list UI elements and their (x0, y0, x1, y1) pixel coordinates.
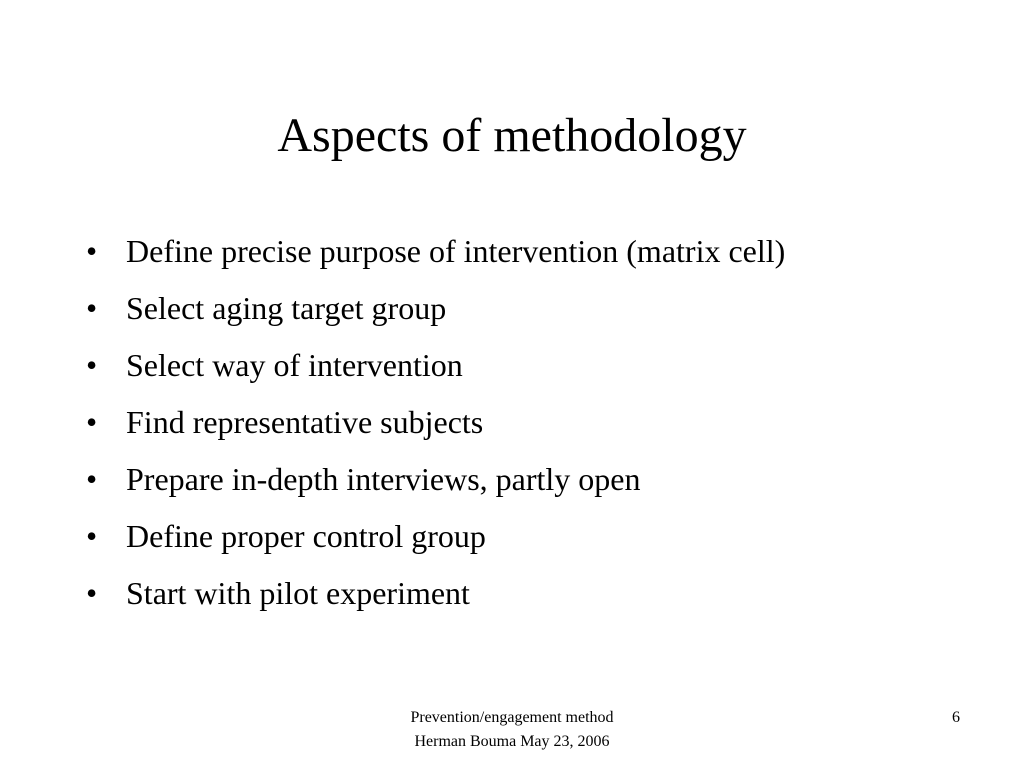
bullet-item (86, 457, 886, 502)
bullet-text: Prepare in-depth interviews, partly open (126, 461, 641, 497)
bullet-icon: • (86, 233, 98, 269)
bullet-text: Find representative subjects (126, 404, 484, 440)
slide-title: Aspects of methodology (277, 109, 747, 162)
bullet-icon: • (86, 347, 98, 383)
footer-line-2: Herman Bouma May 23, 2006 (414, 733, 610, 750)
bullet-list (86, 229, 886, 628)
bullet-text: Start with pilot experiment (126, 575, 470, 611)
bullet-icon: • (86, 575, 98, 611)
bullet-icon: • (86, 290, 98, 326)
bullet-text: Define precise purpose of intervention (matrix cell) (126, 233, 786, 269)
bullet-text: Select aging target group (126, 290, 447, 326)
bullet-item (86, 229, 886, 274)
bullet-item (86, 343, 886, 388)
page-number: 6 (952, 709, 960, 726)
footer-text (312, 706, 712, 754)
bullet-item (86, 571, 886, 616)
bullet-item (86, 286, 886, 331)
bullet-text: Define proper control group (126, 518, 486, 554)
bullet-text: Select way of intervention (126, 347, 463, 383)
footer-line-1: Prevention/engagement method (410, 709, 614, 726)
bullet-icon: • (86, 404, 98, 440)
bullet-item (86, 400, 886, 445)
bullet-icon: • (86, 518, 98, 554)
bullet-icon: • (86, 461, 98, 497)
bullet-item (86, 514, 886, 559)
